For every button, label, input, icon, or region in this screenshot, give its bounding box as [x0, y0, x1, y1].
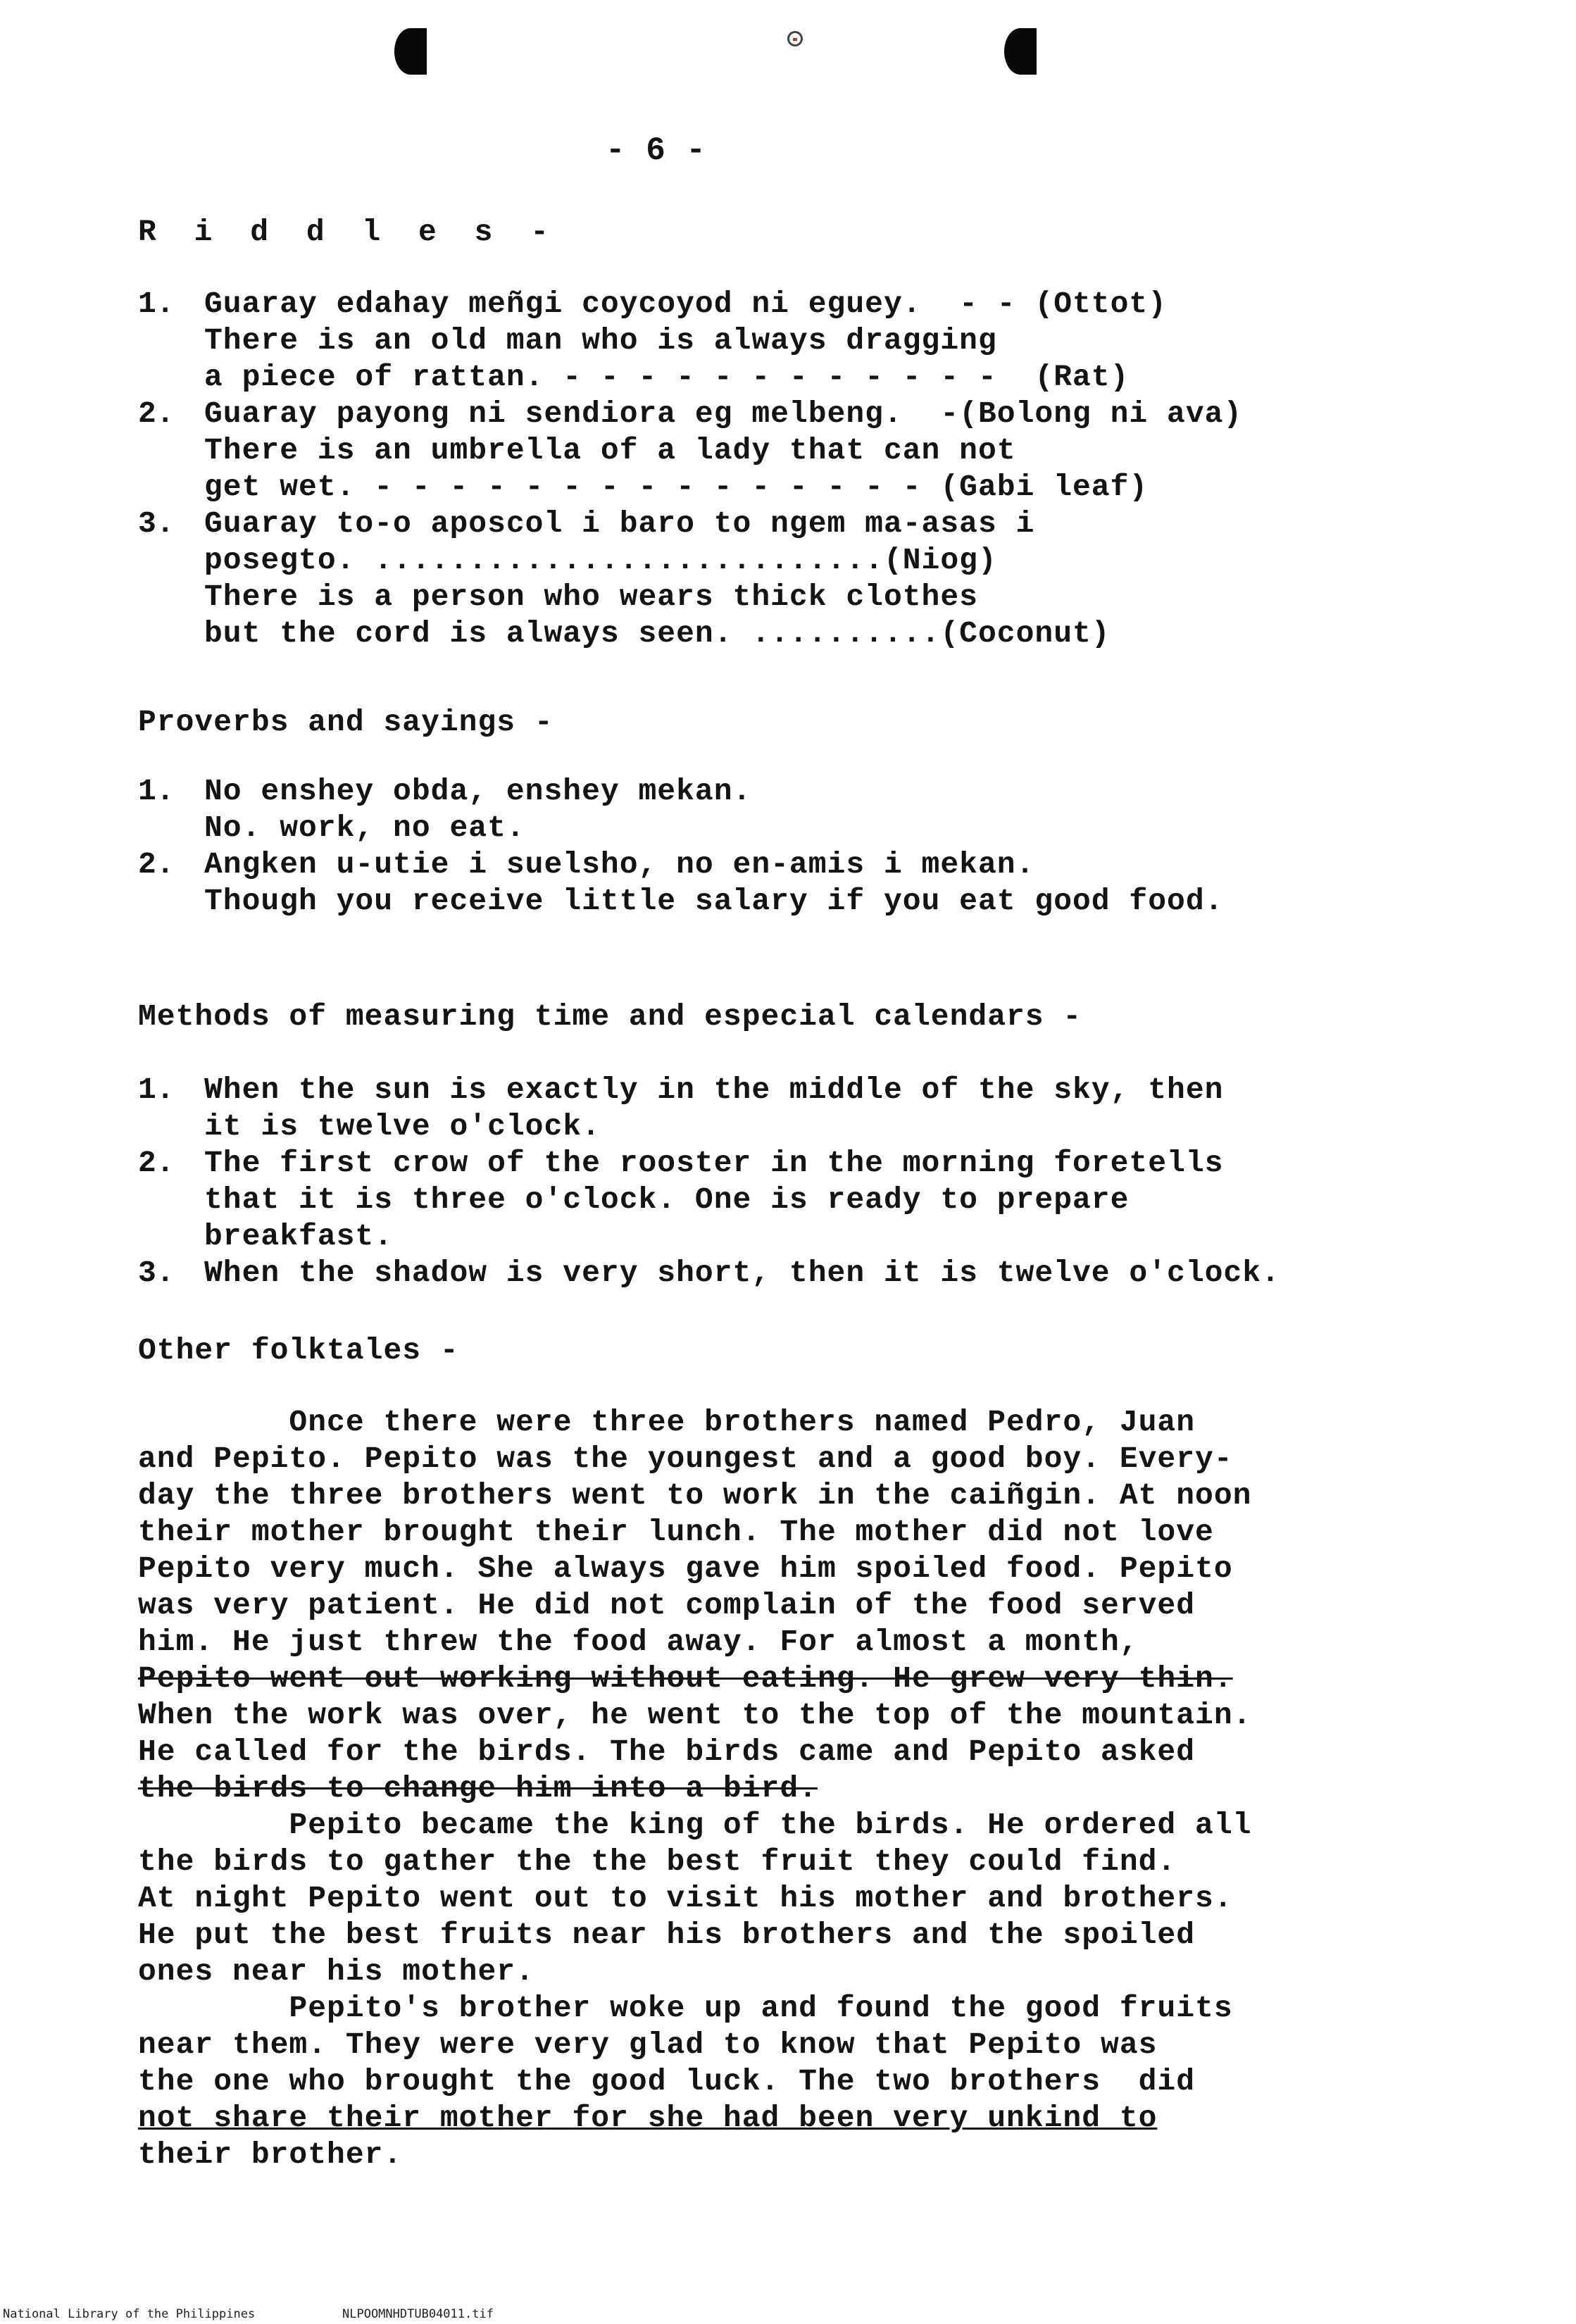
riddle-line: Guaray edahay meñgi coycoyod ni eguey. - - (Ottot): [204, 287, 1168, 321]
riddle-item: [138, 506, 1176, 652]
story-line: Once there were three brothers named Pedro, Juan: [138, 1405, 1196, 1439]
method-item: [138, 1072, 1224, 1145]
riddle-line: a piece of rattan. - - - - - - - - - - - - (Rat): [204, 360, 1130, 394]
story-line: He called for the birds. The birds came and Pepito asked: [138, 1735, 1196, 1769]
story-line: their mother brought their lunch. The mother did not love: [138, 1515, 1214, 1549]
proverb-line: Angken u-utie i suelsho, no en-amis i mekan.: [204, 847, 1035, 882]
footer-library: National Library of the Philippines: [3, 2307, 256, 2321]
story-line: and Pepito. Pepito was the youngest and a good boy. Every-: [138, 1442, 1233, 1476]
story-line: Pepito very much. She always gave him spoiled food. Pepito: [138, 1551, 1233, 1586]
method-item: [138, 1145, 1224, 1255]
proverb-line: No. work, no eat.: [204, 811, 525, 845]
proverb-number: 2.: [138, 847, 175, 882]
story-line-underlined: not share their mother for she had been very unkind to: [138, 2101, 1158, 2135]
riddle-line: posegto. ...........................(Niog): [204, 543, 997, 577]
riddle-line: Guaray payong ni sendiora eg melbeng. -(Bolong ni ava): [204, 396, 1243, 431]
method-line: The first crow of the rooster in the morning foretells: [204, 1146, 1224, 1180]
method-line: breakfast.: [204, 1219, 394, 1254]
story-line: their brother.: [138, 2137, 403, 2172]
story-line: He put the best fruits near his brothers and the spoiled: [138, 1918, 1196, 1952]
riddle-number: 1.: [138, 287, 175, 321]
story-line: near them. They were very glad to know that Pepito was: [138, 2028, 1158, 2062]
method-number: 1.: [138, 1073, 175, 1107]
proverb-line: No enshey obda, enshey mekan.: [204, 774, 752, 808]
riddles-heading: R i d d l e s -: [138, 215, 559, 249]
riddle-line: There is a person who wears thick clothes: [204, 580, 978, 614]
method-line: that it is three o'clock. One is ready to prepare: [204, 1182, 1130, 1217]
story-line: At night Pepito went out to visit his mother and brothers.: [138, 1881, 1233, 1916]
methods-list: [138, 1072, 1280, 1292]
proverb-item: [138, 773, 1157, 846]
method-number: 2.: [138, 1146, 175, 1180]
method-line: When the sun is exactly in the middle of the sky, then: [204, 1073, 1224, 1107]
punch-hole-right: [1004, 28, 1037, 75]
riddle-line: get wet. - - - - - - - - - - - - - - - (Gabi leaf): [204, 470, 1149, 504]
riddle-item: [138, 286, 1176, 396]
proverb-number: 1.: [138, 774, 175, 808]
punch-hole-left: [394, 28, 427, 75]
method-line: it is twelve o'clock.: [204, 1109, 601, 1144]
proverbs-list: [138, 773, 1224, 920]
riddle-item: [138, 396, 1243, 506]
method-line: When the shadow is very short, then it is twelve o'clock.: [204, 1256, 1280, 1290]
story-line: day the three brothers went to work in the caiñgin. At noon: [138, 1478, 1252, 1513]
proverbs-heading: Proverbs and sayings -: [138, 705, 554, 739]
story-line: was very patient. He did not complain of the food served: [138, 1588, 1196, 1623]
page-number: - 6 -: [606, 132, 707, 169]
riddle-number: 3.: [138, 506, 175, 541]
story-line: the birds to gather the the best fruit they could find.: [138, 1844, 1177, 1879]
folktale-text: [138, 1404, 1251, 2173]
riddles-list: [138, 286, 1243, 652]
method-item: [138, 1255, 1280, 1292]
proverb-item: [138, 846, 1224, 920]
story-line: Pepito's brother woke up and found the good fruits: [138, 1991, 1233, 2025]
riddle-line: but the cord is always seen. ..........(Coconut): [204, 616, 1111, 651]
story-line: the one who brought the good luck. The two brothers did: [138, 2064, 1196, 2099]
footer-file-id: NLPOOMNHDTUB04011.tif: [342, 2307, 494, 2321]
library-stamp-icon: [787, 31, 803, 46]
riddle-number: 2.: [138, 396, 175, 431]
proverb-line: Though you receive little salary if you eat good food.: [204, 884, 1224, 918]
riddle-line: Guaray to-o aposcol i baro to ngem ma-asas i: [204, 506, 1035, 541]
riddle-line: There is an umbrella of a lady that can not: [204, 433, 1016, 468]
story-line-struck: the birds to change him into a bird.: [138, 1771, 818, 1806]
story-line: him. He just threw the food away. For almost a month,: [138, 1625, 1139, 1659]
story-line: Pepito became the king of the birds. He ordered all: [138, 1808, 1252, 1842]
story-line: ones near his mother.: [138, 1954, 534, 1989]
methods-heading: Methods of measuring time and especial calendars -: [138, 999, 1082, 1034]
method-number: 3.: [138, 1256, 175, 1290]
folktales-heading: Other folktales -: [138, 1333, 459, 1368]
story-line-struck: Pepito went out working without eating. He grew very thin.: [138, 1661, 1233, 1696]
riddle-line: There is an old man who is always dragging: [204, 323, 997, 358]
story-line: When the work was over, he went to the top of the mountain.: [138, 1698, 1252, 1732]
